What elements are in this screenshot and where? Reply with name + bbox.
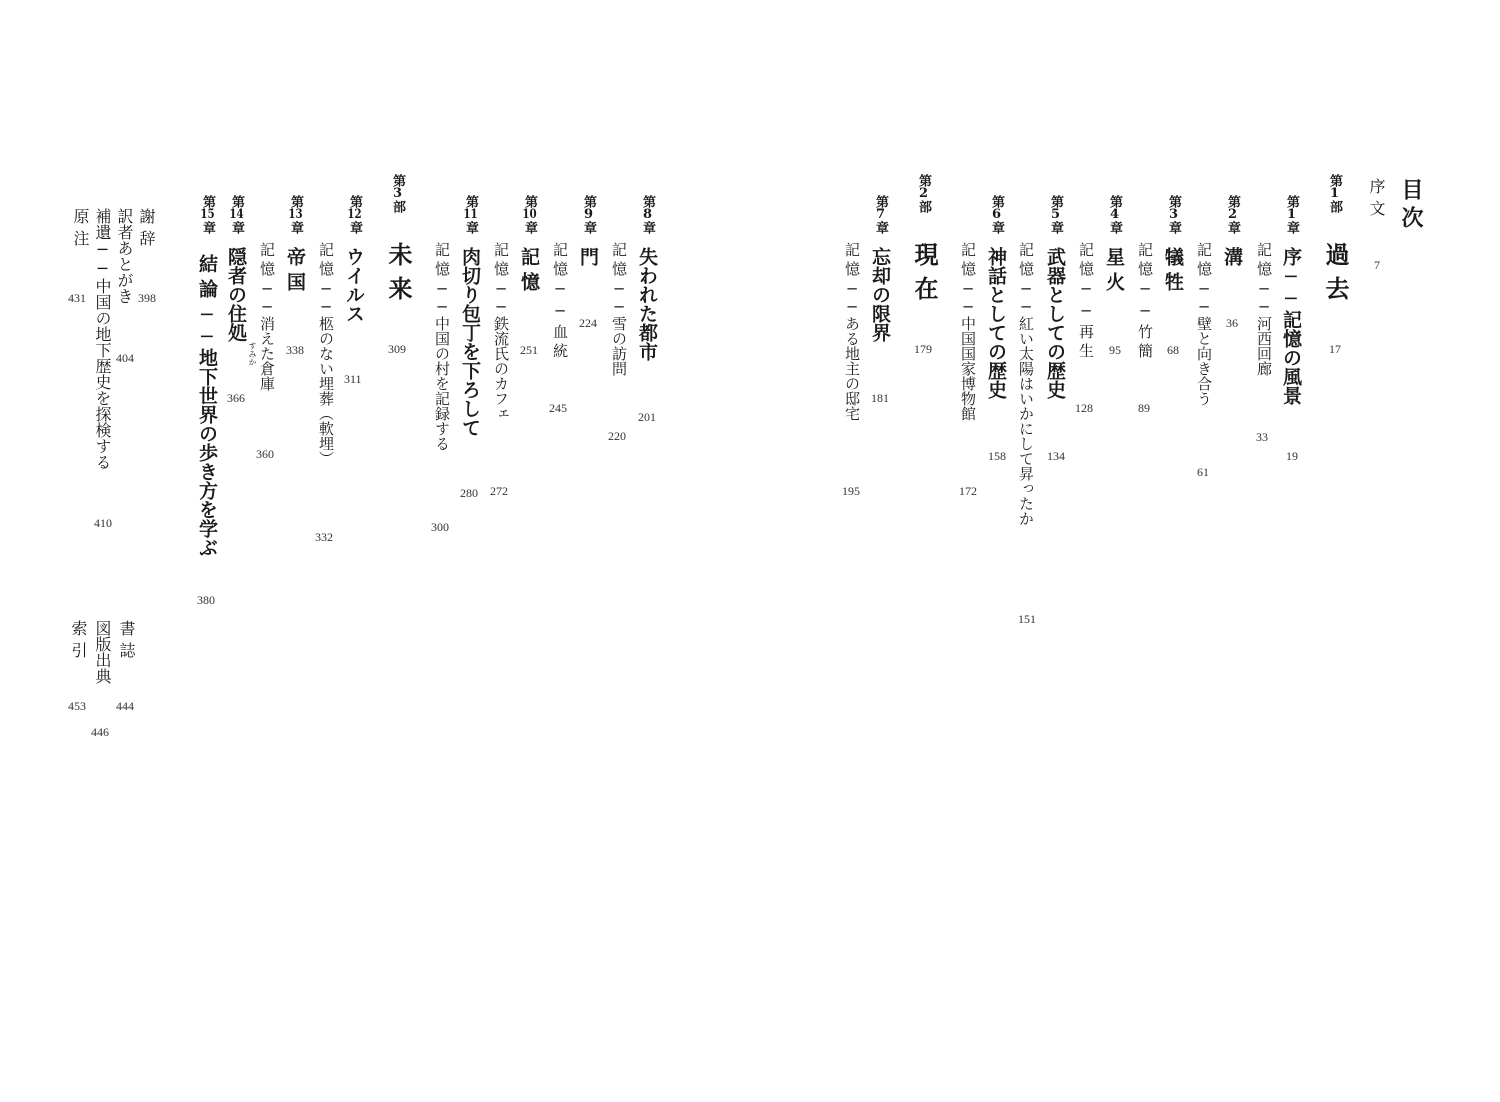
ch13-title[interactable]: 帝国 [284, 247, 306, 297]
back-index[interactable]: 索引 [69, 620, 88, 664]
ch11-page: 280 [460, 486, 478, 500]
ch11-memo[interactable]: 記憶──中国の村を記録する [433, 242, 451, 451]
ch8-memo-page: 220 [608, 429, 626, 443]
back-notes[interactable]: 原注 [71, 208, 90, 252]
ch5-memo[interactable]: 記憶──紅い太陽はいかにして昇ったか [1017, 242, 1035, 526]
ch4-page: 95 [1109, 343, 1121, 357]
ch12-memo[interactable]: 記憶──柩のない埋葬（軟埋） [317, 242, 335, 466]
part2-page: 179 [914, 342, 932, 356]
ch1-label: 第1章 [1284, 195, 1299, 234]
back-bibliography[interactable]: 書誌 [117, 620, 136, 664]
ch4-memo[interactable]: 記憶──再生 [1077, 242, 1095, 362]
ch13-memo-page: 360 [256, 447, 274, 461]
ch10-memo-page: 272 [490, 484, 508, 498]
ch2-page: 36 [1226, 316, 1238, 330]
part1-page: 17 [1329, 342, 1341, 356]
ch6-memo-page: 172 [959, 484, 977, 498]
ch10-title[interactable]: 記憶 [518, 247, 540, 297]
ch4-memo-page: 128 [1075, 401, 1093, 415]
back-figure-sources[interactable]: 図版出典 [93, 620, 112, 684]
ch14-ruby: すみか [248, 342, 257, 366]
ch5-label: 第5章 [1048, 195, 1063, 234]
ch14-page: 366 [227, 391, 245, 405]
ch7-label: 第7章 [873, 195, 888, 234]
back-notes-page: 431 [68, 291, 86, 305]
part3-page: 309 [388, 342, 406, 356]
ch14-label: 第14章 [229, 195, 244, 234]
ch10-label: 第10章 [522, 195, 537, 234]
preface-title[interactable]: 序文 [1367, 178, 1386, 222]
ch3-title[interactable]: 犠牲 [1162, 247, 1184, 297]
ch3-label: 第3章 [1166, 195, 1181, 234]
back-translator-afterword[interactable]: 訳者あとがき [115, 208, 134, 304]
ch11-label: 第11章 [463, 195, 478, 234]
ch1-page: 19 [1286, 449, 1298, 463]
ch4-title[interactable]: 星火 [1103, 247, 1125, 297]
ch13-label: 第13章 [288, 195, 303, 234]
ch8-title[interactable]: 失われた都市 [636, 247, 658, 361]
ch7-title[interactable]: 忘却の限界 [869, 247, 891, 342]
ch9-memo-page: 245 [549, 401, 567, 415]
part2-title[interactable]: 現在 [910, 242, 939, 310]
ch3-page: 68 [1167, 343, 1179, 357]
part2-label: 第2部 [916, 174, 931, 213]
ch10-page: 251 [520, 343, 538, 357]
part3-title[interactable]: 未来 [384, 242, 413, 310]
ch3-memo-page: 89 [1138, 401, 1150, 415]
ch9-label: 第9章 [581, 195, 596, 234]
back-translator-afterword-page: 404 [116, 351, 134, 365]
ch2-label: 第2章 [1225, 195, 1240, 234]
ch8-label: 第8章 [640, 195, 655, 234]
part3-label: 第3部 [390, 174, 405, 213]
ch15-label: 第15章 [200, 195, 215, 234]
back-index-page: 453 [68, 699, 86, 713]
ch12-label: 第12章 [347, 195, 362, 234]
ch4-label: 第4章 [1107, 195, 1122, 234]
back-acknowledgements-page: 398 [138, 291, 156, 305]
back-figure-sources-page: 446 [91, 725, 109, 739]
ch5-title[interactable]: 武器としての歴史 [1044, 247, 1066, 399]
ch1-title[interactable]: 序──記憶の風景 [1280, 247, 1302, 405]
back-appendix[interactable]: 補遺──中国の地下歴史を探検する [93, 208, 112, 470]
ch7-memo-page: 195 [842, 484, 860, 498]
ch6-memo[interactable]: 記憶──中国国家博物館 [959, 242, 977, 421]
ch2-title[interactable]: 溝 [1221, 247, 1243, 266]
ch8-memo[interactable]: 記憶──雪の訪問 [610, 242, 628, 376]
back-acknowledgements[interactable]: 謝辞 [137, 208, 156, 252]
ch11-title[interactable]: 肉切り包丁を下ろして [459, 247, 481, 437]
ch6-title[interactable]: 神話としての歴史 [985, 247, 1007, 399]
part1-label: 第1部 [1327, 174, 1342, 213]
ch8-page: 201 [638, 410, 656, 424]
ch2-memo-page: 61 [1197, 465, 1209, 479]
ch3-memo[interactable]: 記憶──竹簡 [1136, 242, 1154, 362]
toc-heading: 目次 [1398, 178, 1424, 234]
ch12-title[interactable]: ウイルス [343, 247, 365, 323]
ch15-page: 380 [197, 593, 215, 607]
ch9-memo[interactable]: 記憶──血統 [551, 242, 569, 362]
ch12-memo-page: 332 [315, 530, 333, 544]
ch6-page: 158 [988, 449, 1006, 463]
ch11-memo-page: 300 [431, 520, 449, 534]
ch14-title[interactable]: 隠者の住処 [225, 247, 247, 342]
ch7-page: 181 [871, 391, 889, 405]
ch1-memo-page: 33 [1256, 430, 1268, 444]
ch5-page: 134 [1047, 449, 1065, 463]
ch1-memo[interactable]: 記憶──河西回廊 [1255, 242, 1273, 376]
ch12-page: 311 [344, 372, 362, 386]
ch2-memo[interactable]: 記憶──壁と向き合う [1195, 242, 1213, 406]
ch13-memo[interactable]: 記憶──消えた倉庫 [258, 242, 276, 391]
part1-title[interactable]: 過去 [1321, 242, 1350, 310]
ch9-page: 224 [579, 316, 597, 330]
ch15-title[interactable]: 結論──地下世界の歩き方を学ぶ [196, 254, 218, 557]
ch7-memo[interactable]: 記憶──ある地主の邸宅 [843, 242, 861, 421]
ch6-label: 第6章 [989, 195, 1004, 234]
back-appendix-page: 410 [94, 516, 112, 530]
ch10-memo[interactable]: 記憶──鉄流氏のカフェ [492, 242, 510, 421]
preface-page: 7 [1374, 258, 1380, 272]
ch5-memo-page: 151 [1018, 612, 1036, 626]
back-bibliography-page: 444 [116, 699, 134, 713]
ch13-page: 338 [286, 343, 304, 357]
ch9-title[interactable]: 門 [577, 247, 599, 266]
